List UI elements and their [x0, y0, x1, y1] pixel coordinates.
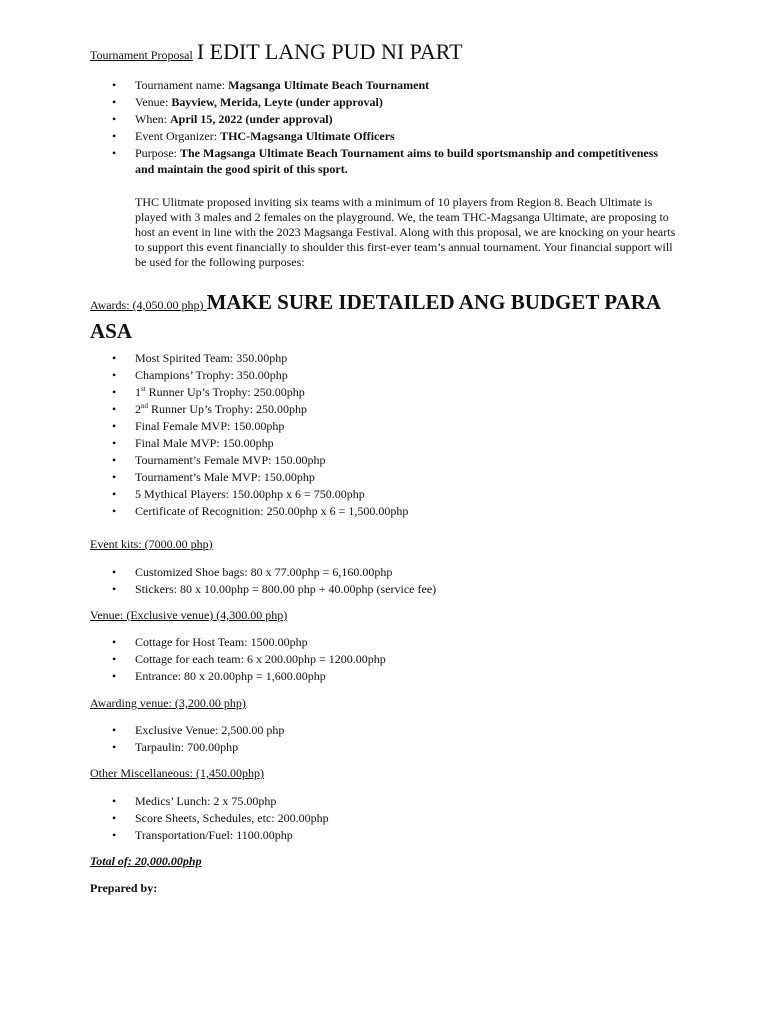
proposal-label: Tournament Proposal [90, 48, 193, 62]
budget-total: Total of: 20,000.00php [90, 854, 202, 868]
list-item: • Entrance: 80 x 20.00php = 1,600.00php [112, 668, 672, 685]
list-item: • Final Female MVP: 150.00php [112, 418, 672, 435]
proposal-header [90, 39, 463, 65]
event-kits-title: Event kits: (7000.00 php) [90, 537, 213, 551]
list-item: • Champions’ Trophy: 350.00php [112, 367, 672, 384]
awards-heading [90, 289, 690, 347]
detail-venue: • Venue: Bayview, Merida, Leyte (under approval) [112, 94, 672, 111]
list-item: • Medics’ Lunch: 2 x 75.00php [112, 793, 672, 810]
detail-purpose: • Purpose: The Magsanga Ultimate Beach Tournament aims to build sportsmanship and competitiveness and maintain the good spirit of this sport. [112, 145, 672, 177]
list-item: • Final Male MVP: 150.00php [112, 435, 672, 452]
list-item: • Customized Shoe bags: 80 x 77.00php = 6,160.00php [112, 564, 672, 581]
list-item: • Exclusive Venue: 2,500.00 php [112, 722, 672, 739]
list-item: • 1st Runner Up’s Trophy: 250.00php [112, 384, 672, 401]
list-item: • Tarpaulin: 700.00php [112, 739, 672, 756]
list-item: • Tournament’s Male MVP: 150.00php [112, 469, 672, 486]
list-item: • Tournament’s Female MVP: 150.00php [112, 452, 672, 469]
awards-list [112, 350, 672, 520]
list-item: • Transportation/Fuel: 1100.00php [112, 827, 672, 844]
edit-note: I EDIT LANG PUD NI PART [196, 39, 463, 64]
list-item: • 5 Mythical Players: 150.00php x 6 = 750.00php [112, 486, 672, 503]
list-item: • Cottage for Host Team: 1500.00php [112, 634, 672, 651]
list-item: • Cottage for each team: 6 x 200.00php = 1200.00php [112, 651, 672, 668]
event-kits-list [112, 564, 672, 598]
list-item: • Stickers: 80 x 10.00php = 800.00 php + 40.00php (service fee) [112, 581, 672, 598]
misc-title: Other Miscellaneous: (1,450.00php) [90, 766, 264, 780]
list-item: • Score Sheets, Schedules, etc: 200.00php [112, 810, 672, 827]
venue-title: Venue: (Exclusive venue) (4,300.00 php) [90, 608, 288, 622]
awarding-venue-list [112, 722, 672, 756]
venue-list [112, 634, 672, 685]
awards-title: Awards: (4,050.00 php) [90, 298, 207, 312]
list-item: • Certificate of Recognition: 250.00php x 6 = 1,500.00php [112, 503, 672, 520]
detail-organizer: • Event Organizer: THC-Magsanga Ultimate Officers [112, 128, 672, 145]
prepared-by: Prepared by: [90, 881, 158, 895]
detail-when: • When: April 15, 2022 (under approval) [112, 111, 672, 128]
budget-note-line1: MAKE SURE IDETAILED ANG BUDGET PARA [206, 290, 662, 314]
intro-paragraph: THC Ulitmate proposed inviting six teams with a minimum of 10 players from Region 8. Beach Ultimate is played with 3 males and 2 females on the playground. We, the team THC-Magsanga Ultimate, are proposing to host an event in line with the 2023 Magsanga Festival. Along with this proposal, we are knocking on your hearts to support this event financially to shoulder this first-ever team’s annual tournament. Your financial support will be used for the following purposes: [135, 195, 676, 269]
awarding-venue-title: Awarding venue: (3,200.00 php) [90, 696, 246, 710]
list-item: • Most Spirited Team: 350.00php [112, 350, 672, 367]
list-item: • 2nd Runner Up’s Trophy: 250.00php [112, 401, 672, 418]
misc-list [112, 793, 672, 844]
details-list [112, 77, 672, 177]
budget-note-line2: ASA [90, 319, 133, 343]
detail-tournament-name: • Tournament name: Magsanga Ultimate Beach Tournament [112, 77, 672, 94]
